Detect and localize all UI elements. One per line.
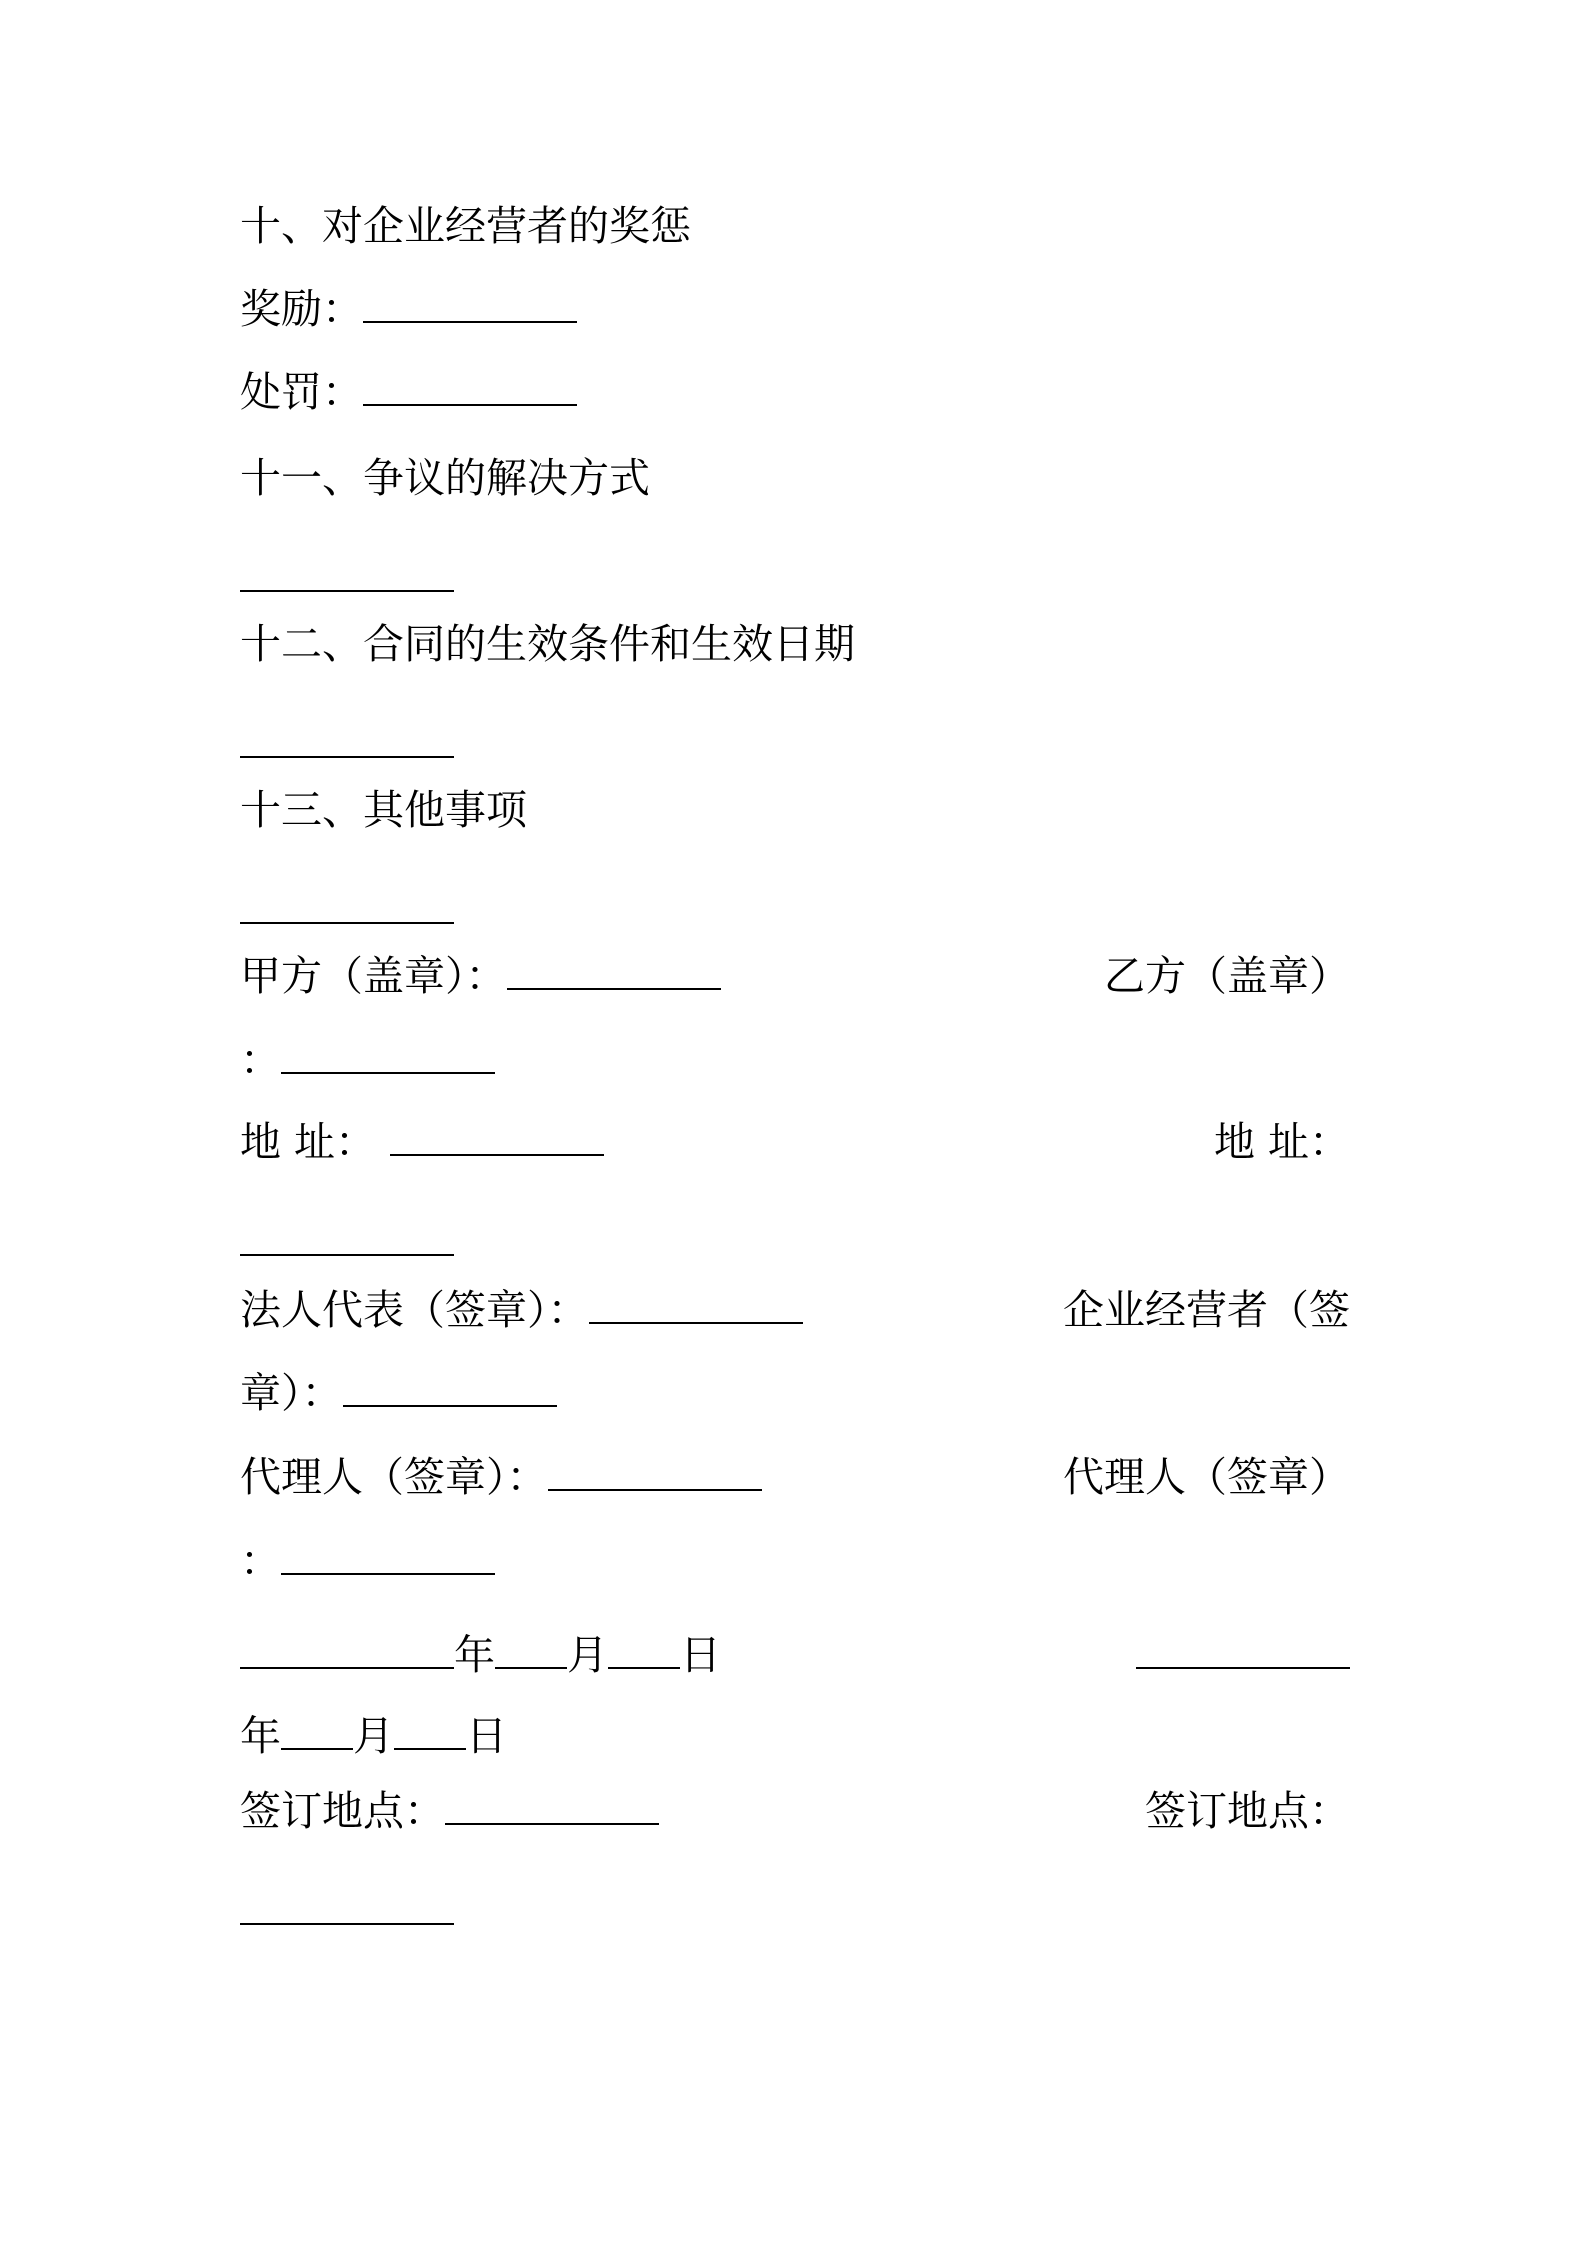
date-b-year-blank[interactable] [1136,1639,1350,1669]
reward-blank[interactable] [363,293,577,323]
reward-label: 奖励： [240,285,363,333]
party-b-colon: ： [240,1036,281,1084]
address-a-blank[interactable] [390,1126,604,1156]
address-b-label: 地 址： [1213,1118,1350,1166]
legal-rep-line [240,1282,803,1338]
place-a-label: 签订地点： [240,1787,445,1835]
place-b-line [1145,1783,1350,1839]
date-b-day-blank[interactable] [394,1720,466,1750]
address-b-line [1214,1114,1350,1170]
reward-line [240,281,577,337]
place-b-blank[interactable] [240,1895,454,1925]
place-a-blank[interactable] [445,1795,659,1825]
dispute-resolution-blank[interactable] [240,562,454,592]
agent-b-line [1063,1449,1350,1505]
date-b-continued-line [240,1708,507,1764]
place-b-continued-line [240,1883,454,1939]
section-12-heading [240,616,855,672]
party-a-label: 甲方（盖章）： [240,952,507,1000]
address-b-blank[interactable] [240,1226,454,1256]
legal-rep-blank[interactable] [589,1294,803,1324]
operator-blank[interactable] [343,1377,557,1407]
date-b-line [1136,1627,1350,1683]
date-a-year-label: 年 [454,1631,495,1679]
party-a-line [240,948,721,1004]
address-a-line [240,1114,604,1170]
section-11-blank-line [240,550,454,606]
section-13-blank-line [240,882,454,938]
agent-a-line [240,1449,762,1505]
address-a-label: 地 址： [240,1118,377,1166]
agent-b-continued-line [240,1533,495,1589]
date-b-day-label: 日 [466,1712,507,1760]
section-10-heading [240,198,691,254]
legal-rep-label: 法人代表（签章）： [240,1286,589,1334]
date-a-day-label: 日 [680,1631,721,1679]
operator-label-part2: 章）： [240,1369,343,1417]
date-b-month-label: 月 [353,1712,394,1760]
party-b-continued-line [240,1032,495,1088]
section-13-heading [240,782,527,838]
effective-conditions-blank[interactable] [240,728,454,758]
agent-b-colon: ： [240,1537,281,1585]
penalty-line [240,364,577,420]
penalty-label: 处罚： [240,368,363,416]
section-11-heading-text: 十一、争议的解决方式 [240,454,650,502]
operator-continued-line [240,1365,557,1421]
date-a-month-label: 月 [567,1631,608,1679]
section-11-heading [240,450,650,506]
party-b-line [1104,948,1350,1004]
section-12-blank-line [240,716,454,772]
agent-a-blank[interactable] [548,1461,762,1491]
section-13-heading-text: 十三、其他事项 [240,786,527,834]
date-b-month-blank[interactable] [281,1720,353,1750]
date-a-month-blank[interactable] [495,1639,567,1669]
agent-b-blank[interactable] [281,1545,495,1575]
party-b-label: 乙方（盖章） [1104,952,1350,1000]
operator-label-part1: 企业经营者（签 [1063,1286,1350,1334]
date-a-year-blank[interactable] [240,1639,454,1669]
section-12-heading-text: 十二、合同的生效条件和生效日期 [240,620,855,668]
other-matters-blank[interactable] [240,894,454,924]
party-a-blank[interactable] [507,960,721,990]
party-b-blank[interactable] [281,1044,495,1074]
date-a-line [240,1627,721,1683]
agent-b-label: 代理人（签章） [1063,1453,1350,1501]
place-b-label: 签订地点： [1145,1787,1350,1835]
operator-line [1063,1282,1350,1338]
date-b-year-label: 年 [240,1712,281,1760]
agent-a-label: 代理人（签章）： [240,1453,548,1501]
penalty-blank[interactable] [363,376,577,406]
address-b-continued-line [240,1214,454,1270]
section-10-heading-text: 十、对企业经营者的奖惩 [240,202,691,250]
place-a-line [240,1783,659,1839]
date-a-day-blank[interactable] [608,1639,680,1669]
